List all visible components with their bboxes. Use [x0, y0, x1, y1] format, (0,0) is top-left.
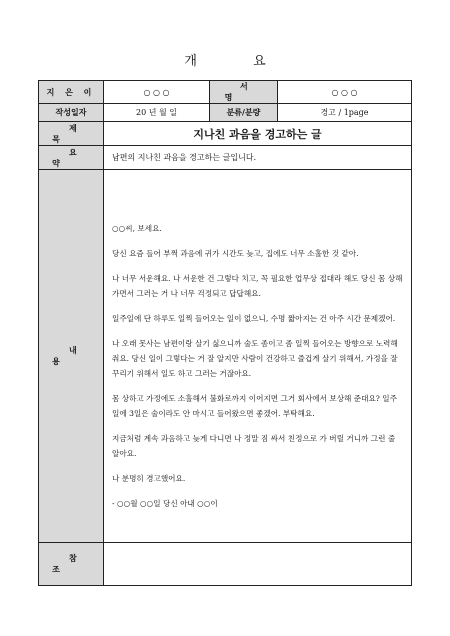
content-paragraph: 나 너무 서운해요. 나 서운한 건 그렇다 치고, 꼭 필요한 업무상 접대라 해도 당신 몸 상해가면서 그러는 거 나 너무 걱정되고 답답해요. — [112, 274, 403, 298]
summary-label: 요 약 — [39, 146, 104, 170]
reference-label: 참 조 — [39, 543, 104, 586]
content-body — [104, 170, 412, 543]
content-label: 내 용 — [39, 170, 104, 543]
date-value: 20 년 월 일 — [104, 104, 210, 122]
signature-value: ○ ○ ○ — [278, 81, 412, 104]
author-value: ○ ○ ○ — [104, 81, 210, 104]
content-paragraph: 나 오래 못사는 남편이랑 살기 싫으니까 술도 좀이고 좀 일찍 들어오는 방향으로 노력해 줘요. 당신 일이 그렇다는 거 잘 알지만 사람이 건강하고 즐겁게 살기 위해서, 가정을 잘 꾸리기 위해서 일도 하고 그러는 거잖아요. — [112, 339, 398, 378]
content-signoff: - ○○월 ○○일 당신 아내 ○○이 — [112, 499, 218, 508]
content-paragraph: ○○씨, 보세요. — [112, 224, 162, 233]
subject-value: 지나친 과음을 경고하는 글 — [104, 122, 412, 146]
reference-value — [104, 543, 412, 586]
content-paragraph: 일주일에 단 하루도 일찍 들어오는 일이 없으니, 수명 짧아지는 건 아주 시간 문제겠어. — [112, 314, 396, 323]
category-value: 경고 / 1page — [278, 104, 412, 122]
category-label: 분류/분량 — [210, 104, 278, 122]
content-paragraph: 몸 상하고 가정에도 소홀해서 불화로까지 이어지면 그거 회사에서 보상해 준대요? 일주일에 3일은 술이라도 안 마시고 들어왔으면 좋겠어. 부탁해요. — [112, 394, 397, 418]
summary-form-table — [38, 80, 412, 586]
signature-label: 서 명 — [210, 81, 278, 104]
summary-value: 남편의 지나친 과음을 경고하는 글입니다. — [104, 146, 412, 170]
content-paragraph: 나 분명히 경고했어요. — [112, 474, 186, 483]
content-paragraph: 당신 요즘 들어 부쩍 과음에 귀가 시간도 늦고, 집에도 너무 소홀한 것 같아. — [112, 249, 359, 258]
date-label: 작성일자 — [39, 104, 104, 122]
content-paragraph: 지금처럼 계속 과음하고 늦게 다니면 나 정말 짐 싸서 친정으로 가 버릴 거니까 그런 줄 알아요. — [112, 434, 396, 458]
subject-label: 제 목 — [39, 122, 104, 146]
document-title: 개 요 — [184, 54, 292, 69]
author-label: 지 은 이 — [39, 81, 104, 104]
